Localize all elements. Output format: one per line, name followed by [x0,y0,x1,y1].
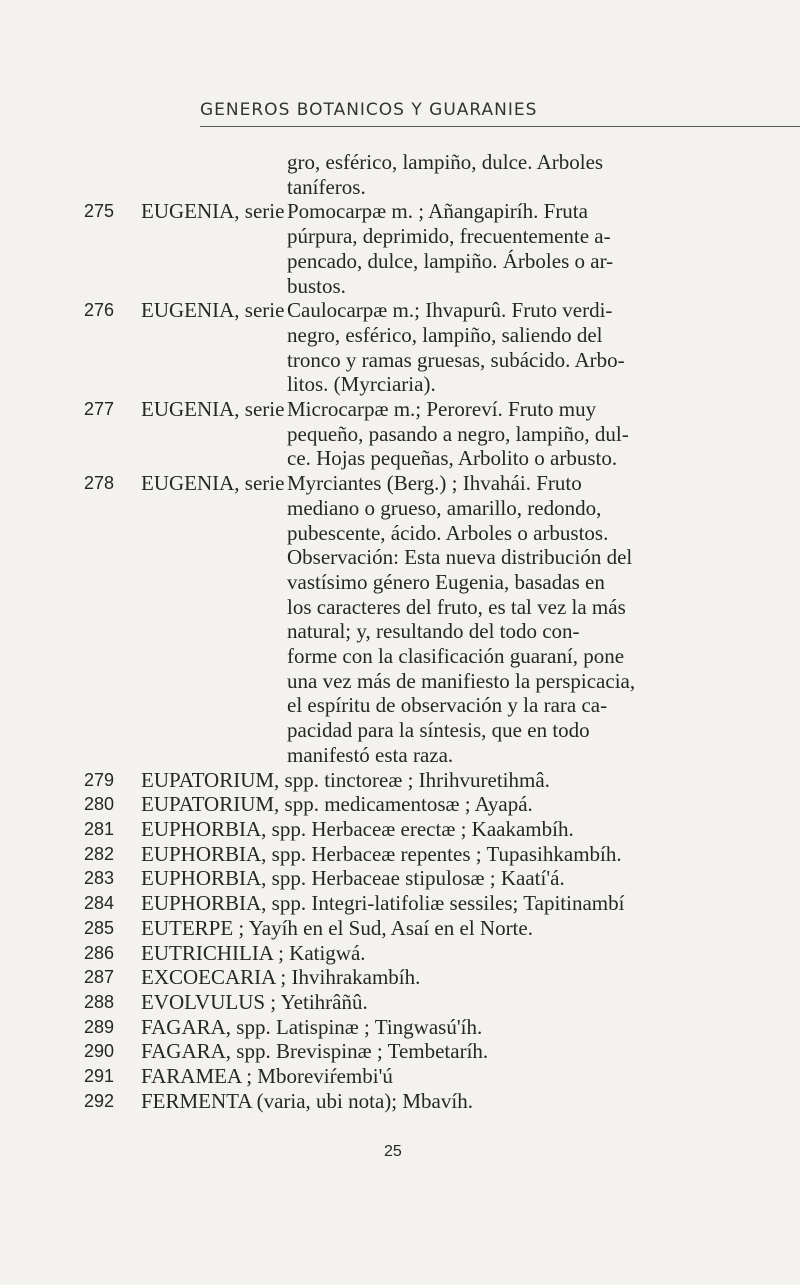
continuation-text [0,150,800,199]
entry-genus: EUGENIA, serie [141,397,285,422]
entry-text: EUPATORIUM, spp. medicamentosæ ; Ayapá. [141,792,533,817]
entry-genus: EUGENIA, serie [141,199,285,224]
entry-genus: EUGENIA, serie [141,471,285,496]
entry-292 [0,1089,800,1114]
text-line: Microcarpæ m.; Peroreví. Fruto muy [287,397,597,422]
page-number: 25 [384,1143,402,1160]
entry-281 [0,817,800,842]
entry-number: 292 [84,1090,115,1111]
text-line: tronco y ramas gruesas, subácido. Arbo- [287,347,625,372]
entry-285 [0,916,800,941]
entry-number: 284 [84,893,115,914]
entry-genus: EUGENIA, serie [141,298,285,323]
entry-text: EUPATORIUM, spp. tinctoreæ ; Ihrihvuretihmâ. [141,767,550,792]
entry-289 [0,1015,800,1040]
entry-number: 279 [84,769,115,790]
entry-276 [0,298,800,397]
entry-number: 286 [84,942,115,963]
text-line: bustos. [287,273,346,298]
entry-283 [0,866,800,891]
entry-number: 275 [84,201,115,222]
entry-number: 276 [84,300,115,321]
entry-text: EUPHORBIA, spp. Herbaceae stipulosæ ; Kaatí'á. [141,866,565,891]
entry-text: EUPHORBIA, spp. Integri-latifoliæ sessiles; Tapitinambí [141,891,625,916]
entry-278 [0,471,800,767]
entry-text: FAGARA, spp. Latispinæ ; Tingwasú'íh. [141,1014,483,1039]
entry-number: 277 [84,399,115,420]
entry-text: EVOLVULUS ; Yetihrâñû. [141,989,368,1014]
text-line: manifestó esta raza. [287,742,454,767]
entry-text: EUPHORBIA, spp. Herbaceæ erectæ ; Kaakambíh. [141,816,574,841]
entry-282 [0,842,800,867]
entry-291 [0,1064,800,1089]
entry-number: 281 [84,818,115,839]
text-line: vastísimo género Eugenia, basadas en [287,569,605,594]
entry-number: 291 [84,1066,115,1087]
text-line: forme con la clasificación guaraní, pone [287,644,625,669]
entry-279 [0,768,800,793]
entry-288 [0,990,800,1015]
entry-number: 282 [84,843,115,864]
text-line: Observación: Esta nueva distribución del [287,545,633,570]
entry-277 [0,397,800,471]
entry-number: 290 [84,1041,115,1062]
entry-number: 289 [84,1016,115,1037]
entry-number: 288 [84,991,115,1012]
text-line: Myrciantes (Berg.) ; Ihvahái. Fruto [287,471,582,496]
text-line: pubescente, ácido. Arboles o arbustos. [287,520,609,545]
text-line: ce. Hojas pequeñas, Arbolito o arbusto. [287,446,618,471]
text-line: negro, esférico, lampiño, saliendo del [287,322,603,347]
entry-text: EUTERPE ; Yayíh en el Sud, Asaí en el Norte. [141,915,533,940]
entry-text: FERMENTA (varia, ubi nota); Mbavíh. [141,1088,473,1113]
entry-number: 285 [84,917,115,938]
text-line: natural; y, resultando del todo con- [287,619,580,644]
entry-text: FARAMEA ; Mboreviŕembi'ú [141,1064,393,1089]
text-line: taníferos. [287,174,366,199]
entry-284 [0,891,800,916]
entry-number: 287 [84,967,115,988]
text-line: mediano o grueso, amarillo, redondo, [287,495,602,520]
text-line: una vez más de manifiesto la perspicacia, [287,668,636,693]
text-line: pequeño, pasando a negro, lampiño, dul- [287,421,629,446]
entry-number: 283 [84,868,115,889]
running-header: GENEROS BOTANICOS Y GUARANIES [200,100,538,120]
entry-text: EUTRICHILIA ; Katigwá. [141,940,366,965]
entry-287 [0,965,800,990]
text-line: el espíritu de observación y la rara ca- [287,693,608,718]
entry-280 [0,792,800,817]
text-line: los caracteres del fruto, es tal vez la más [287,594,626,619]
text-line: pacidad para la síntesis, que en todo [287,718,590,743]
text-line: Pomocarpæ m. ; Añangapiríh. Fruta [287,199,588,224]
header-rule [200,126,800,127]
entry-275 [0,199,800,298]
entry-number: 278 [84,473,115,494]
text-line: pencado, dulce, lampiño. Árboles o ar- [287,248,614,273]
entry-text: FAGARA, spp. Brevispinæ ; Tembetaríh. [141,1039,489,1064]
text-line: púrpura, deprimido, frecuentemente a- [287,224,611,249]
entry-290 [0,1039,800,1064]
text-line: gro, esférico, lampiño, dulce. Arboles [287,150,604,174]
entry-286 [0,941,800,966]
text-line: litos. (Myrciaria). [287,372,436,397]
entry-text: EXCOECARIA ; Ihvihrakambíh. [141,965,421,990]
text-line: Caulocarpæ m.; Ihvapurû. Fruto verdi- [287,298,613,323]
entry-text: EUPHORBIA, spp. Herbaceæ repentes ; Tupasihkambíh. [141,841,622,866]
entries-list [0,150,800,1113]
entry-number: 280 [84,794,115,815]
